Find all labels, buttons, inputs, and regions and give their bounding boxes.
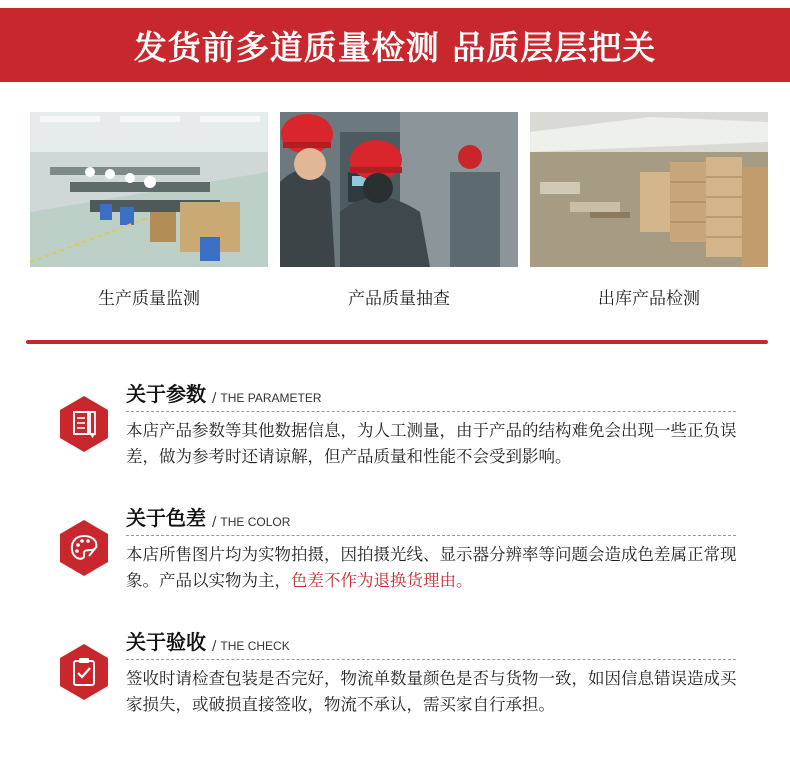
section-subtitle-en: THE CHECK <box>220 639 290 653</box>
factory-line-photo <box>30 112 268 267</box>
section-subtitle-en: THE PARAMETER <box>220 391 322 405</box>
section-heading <box>126 380 736 412</box>
section-text: 签收时请检查包装是否完好，物流单数量颜色是否与货物一致，如因信息错误造成买家损失，或破损直接签收，物流不承认，需买家自行承担。 <box>126 669 737 714</box>
section-text: 本店所售图片均为实物拍摄，因拍摄光线、显示器分辨率等问题会造成色差属正常现象。产品以实物为主， <box>126 545 737 590</box>
section-heading <box>126 504 736 536</box>
document-ruler-icon <box>60 396 108 452</box>
section-separator: / <box>212 391 217 406</box>
section-separator: / <box>212 515 217 530</box>
photo-caption-sampling: 产品质量抽查 <box>348 289 450 309</box>
section-text-wrap <box>126 542 746 594</box>
divider <box>26 340 768 344</box>
section-text: 本店产品参数等其他数据信息，为人工测量，由于产品的结构难免会出现一些正负误差，做为参考时还请谅解，但产品质量和性能不会受到影响。 <box>126 421 737 466</box>
section-subtitle-en: THE COLOR <box>220 515 291 529</box>
section-heading <box>126 628 736 660</box>
clipboard-check-icon <box>60 644 108 700</box>
section-text-highlight: 色差不作为退换货理由。 <box>291 571 473 590</box>
palette-icon <box>60 520 108 576</box>
warehouse-boxes-photo <box>530 112 768 267</box>
section-title: 关于验收 <box>126 630 206 654</box>
section-title: 关于色差 <box>126 506 206 530</box>
photo-row <box>30 112 768 268</box>
workers-hardhat-photo <box>280 112 518 267</box>
section-title: 关于参数 <box>126 382 206 406</box>
section-separator: / <box>212 639 217 654</box>
photo-caption-production: 生产质量监测 <box>98 289 200 309</box>
banner-title: 发货前多道质量检测 品质层层把关 <box>0 8 790 82</box>
photo-caption-outbound: 出库产品检测 <box>598 289 700 309</box>
